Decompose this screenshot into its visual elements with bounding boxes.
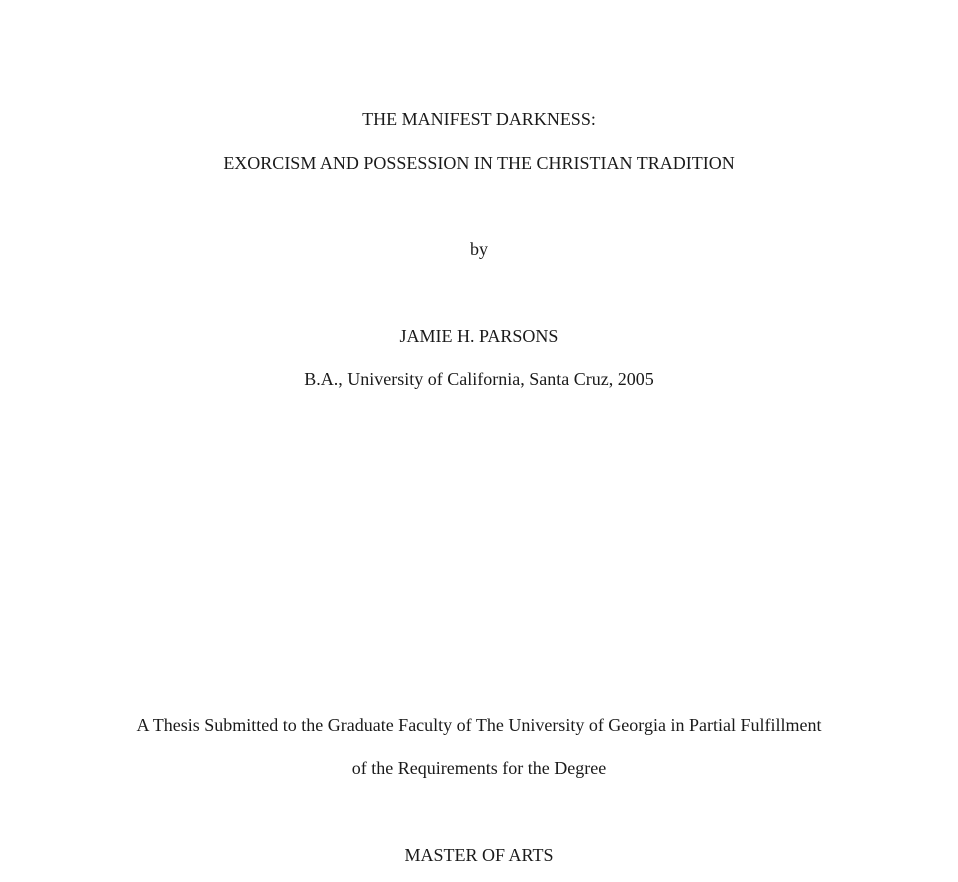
author-name: JAMIE H. PARSONS <box>399 326 559 346</box>
thesis-title-line-2: EXORCISM AND POSSESSION IN THE CHRISTIAN TRADITION <box>223 153 735 173</box>
by-label: by <box>470 239 488 259</box>
prior-degree: B.A., University of California, Santa Cruz, 2005 <box>304 369 654 389</box>
submission-statement-line-2: of the Requirements for the Degree <box>351 758 607 778</box>
thesis-title-line-1: THE MANIFEST DARKNESS: <box>362 109 596 129</box>
submission-statement-line-1: A Thesis Submitted to the Graduate Faculty of The University of Georgia in Partial Fulfillment <box>136 715 822 735</box>
degree-name: MASTER OF ARTS <box>404 845 554 865</box>
